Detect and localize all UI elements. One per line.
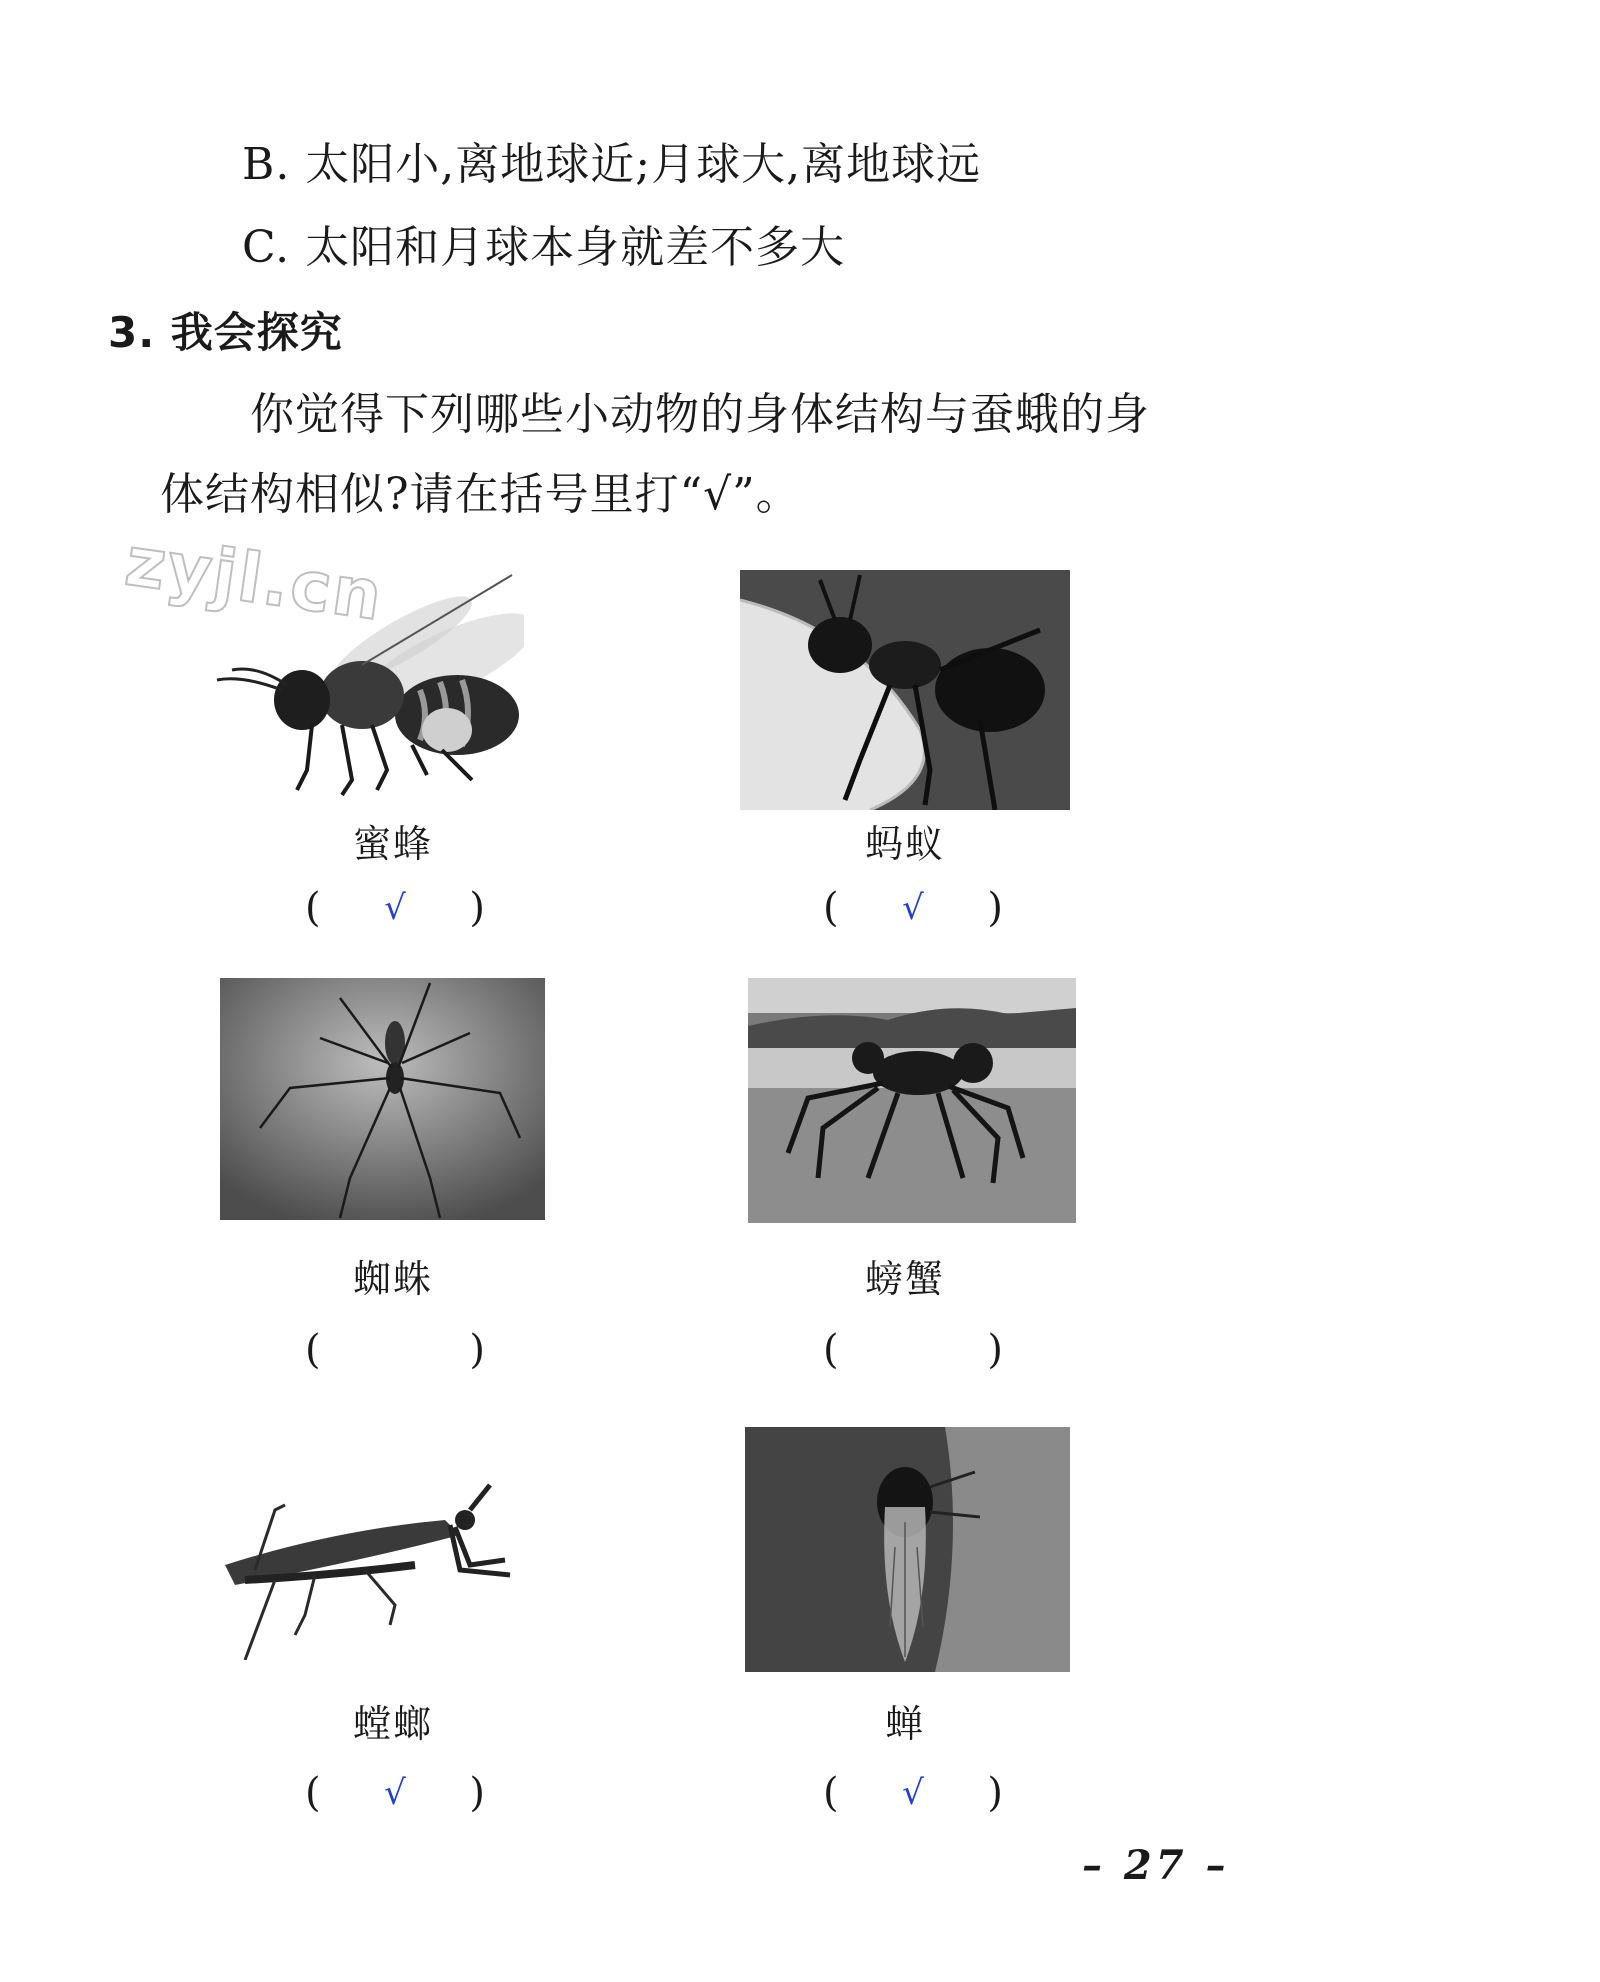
section-heading: 3. 我会探究 <box>108 308 343 357</box>
answer-parentheses-bee: ( √ ) <box>305 880 485 936</box>
animal-label-cicada: 蝉 <box>884 1702 925 1746</box>
answer-parentheses-mantis: ( √ ) <box>305 1765 485 1821</box>
question-line-2: 体结构相似?请在括号里打“√”。 <box>160 469 801 520</box>
question-line-1: 你觉得下列哪些小动物的身体结构与蚕蛾的身 <box>250 389 1150 440</box>
cicada-photo <box>745 1427 1070 1672</box>
spider-photo <box>220 978 545 1220</box>
mantis-photo <box>215 1465 545 1660</box>
check-mark-bee: √ <box>384 888 406 928</box>
check-mark-mantis: √ <box>384 1773 406 1813</box>
ant-photo <box>740 570 1070 810</box>
option-b: B. 太阳小,离地球近;月球大,离地球远 <box>242 139 982 190</box>
animal-label-spider: 蜘蛛 <box>352 1257 433 1301</box>
page-number: – 27 – <box>1082 1842 1230 1889</box>
check-mark-ant: √ <box>902 888 924 928</box>
option-c: C. 太阳和月球本身就差不多大 <box>242 222 846 273</box>
crab-photo <box>748 978 1076 1223</box>
answer-parentheses-cicada: ( √ ) <box>823 1765 1003 1821</box>
answer-parentheses-spider: ( ) <box>305 1327 485 1373</box>
animal-label-bee: 蜜蜂 <box>352 822 433 866</box>
check-mark-cicada: √ <box>902 1773 924 1813</box>
answer-parentheses-ant: ( √ ) <box>823 880 1003 936</box>
animal-label-ant: 蚂蚁 <box>864 822 945 866</box>
watermark-text: zyjl.cn <box>120 522 389 637</box>
answer-parentheses-crab: ( ) <box>823 1327 1003 1373</box>
bee-photo <box>212 570 524 800</box>
animal-label-mantis: 螳螂 <box>352 1702 433 1746</box>
animal-label-crab: 螃蟹 <box>864 1257 945 1301</box>
